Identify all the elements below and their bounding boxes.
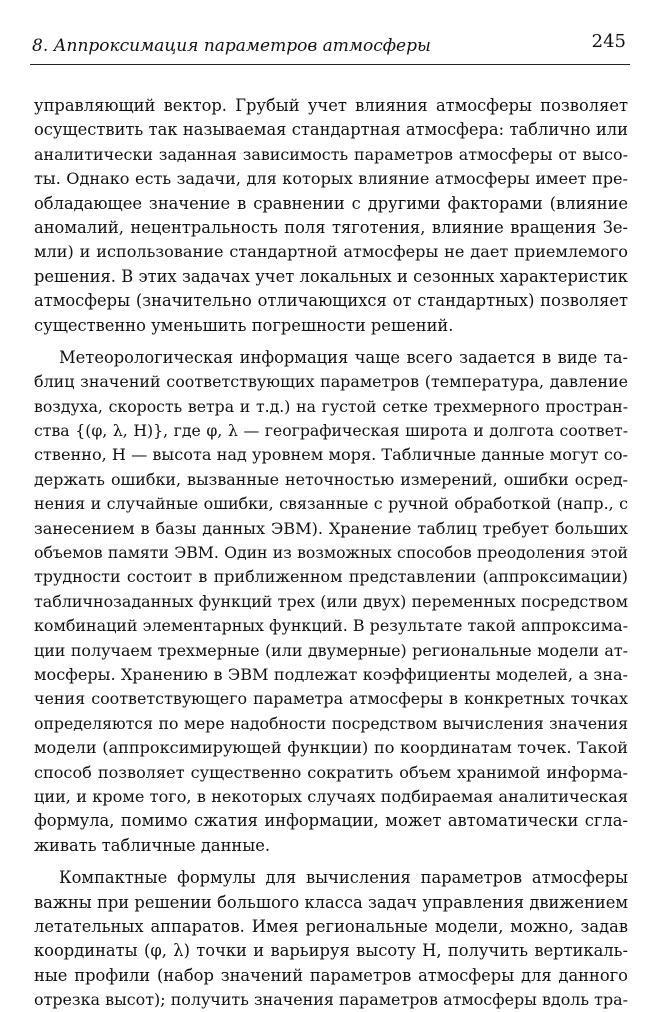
text-line: решения. В этих задачах учет локальных и сезонных характеристик (34, 266, 628, 286)
paragraph (34, 346, 628, 858)
text-line: ства {(φ, λ, H)}, где φ, λ — географическая широта и долгота соответ- (34, 421, 628, 441)
text-line: Компактные формулы для вычисления параметров атмосферы (59, 868, 628, 888)
text-line: координаты (φ, λ) точки и варьируя высоту H, получить вертикаль- (34, 941, 628, 961)
text-line: ственно, H — высота над уровнем моря. Табличные данные могут со- (34, 445, 628, 465)
text-line: формула, помимо сжатия информации, может автоматически сгла- (34, 811, 628, 831)
text-line: ты. Однако есть задачи, для которых влияние атмосферы имеет пре- (34, 169, 628, 189)
body-text (34, 94, 628, 1012)
text-line: трудности состоит в приближенном представлении (аппроксимации) (34, 567, 628, 587)
running-header (30, 30, 630, 65)
running-title: 8. Аппроксимация параметров атмосферы (32, 36, 431, 56)
text-line: объемов памяти ЭВМ. Один из возможных способов преодоления этой (34, 543, 628, 563)
text-line: определяются по мере надобности посредством вычисления значения (34, 713, 628, 733)
text-line: чения соответствующего параметра атмосферы в конкретных точках (34, 689, 628, 709)
text-line: управляющий вектор. Грубый учет влияния атмосферы позволяет (34, 96, 628, 115)
text-line: осуществить так называемая стандартная атмосфера: таблично или (34, 120, 628, 140)
text-line: аномалий, нецентральность поля тяготения, влияние вращения Зе- (34, 217, 628, 237)
text-line: ции получаем трехмерные (или двумерные) региональные модели ат- (34, 640, 628, 660)
text-line: занесением в базы данных ЭВМ). Хранение таблиц требует больших (34, 518, 628, 538)
text-line: летательных аппаратов. Имея региональные модели, можно, задав (34, 916, 628, 936)
text-line: модели (аппроксимирующей функции) по координатам точек. Такой (34, 738, 628, 758)
text-line: мли) и использование стандартной атмосферы не дает приемлемого (34, 242, 628, 262)
text-line: Метеорологическая информация чаще всего задается в виде та- (59, 347, 628, 367)
text-line: ные профили (набор значений параметров атмосферы для данного (34, 965, 628, 985)
page-number: 245 (591, 31, 626, 52)
text-line: ции, и кроме того, в некоторых случаях подбираемая аналитическая (34, 786, 628, 806)
text-line: отрезка высот); получить значения параметров атмосферы вдоль тра- (34, 990, 628, 1010)
paragraph-spacer (34, 338, 628, 346)
text-line: способ позволяет существенно сократить объем хранимой информа- (34, 762, 628, 782)
text-line: живать табличные данные. (34, 835, 271, 855)
text-line: блиц значений соответствующих параметров (температура, давление (34, 372, 628, 392)
paragraph-spacer (34, 858, 628, 866)
text-line: мосферы. Хранению в ЭВМ подлежат коэффициенты моделей, а зна- (34, 664, 628, 684)
text-line: комбинаций элементарных функций. В результате такой аппроксима- (34, 616, 628, 636)
text-line: атмосферы (значительно отличающихся от стандартных) позволяет (34, 291, 628, 311)
text-line: нения и случайные ошибки, связанные с ручной обработкой (напр., с (34, 494, 628, 514)
text-line: держать ошибки, вызванные неточностью измерений, ошибки осред- (34, 469, 628, 489)
text-line: табличнозаданных функций трех (или двух) переменных посредством (34, 591, 628, 611)
paragraph (34, 866, 628, 1012)
text-line: обладающее значение в сравнении с другими факторами (влияние (34, 193, 628, 213)
text-line: важны при решении большого класса задач управления движением (34, 892, 628, 912)
text-line: существенно уменьшить погрешности решений. (34, 315, 454, 335)
paragraph (34, 94, 628, 338)
text-line: аналитически заданная зависимость параметров атмосферы от высо- (34, 144, 628, 164)
text-line: воздуха, скорость ветра и т.д.) на густой сетке трехмерного простран- (34, 396, 628, 416)
